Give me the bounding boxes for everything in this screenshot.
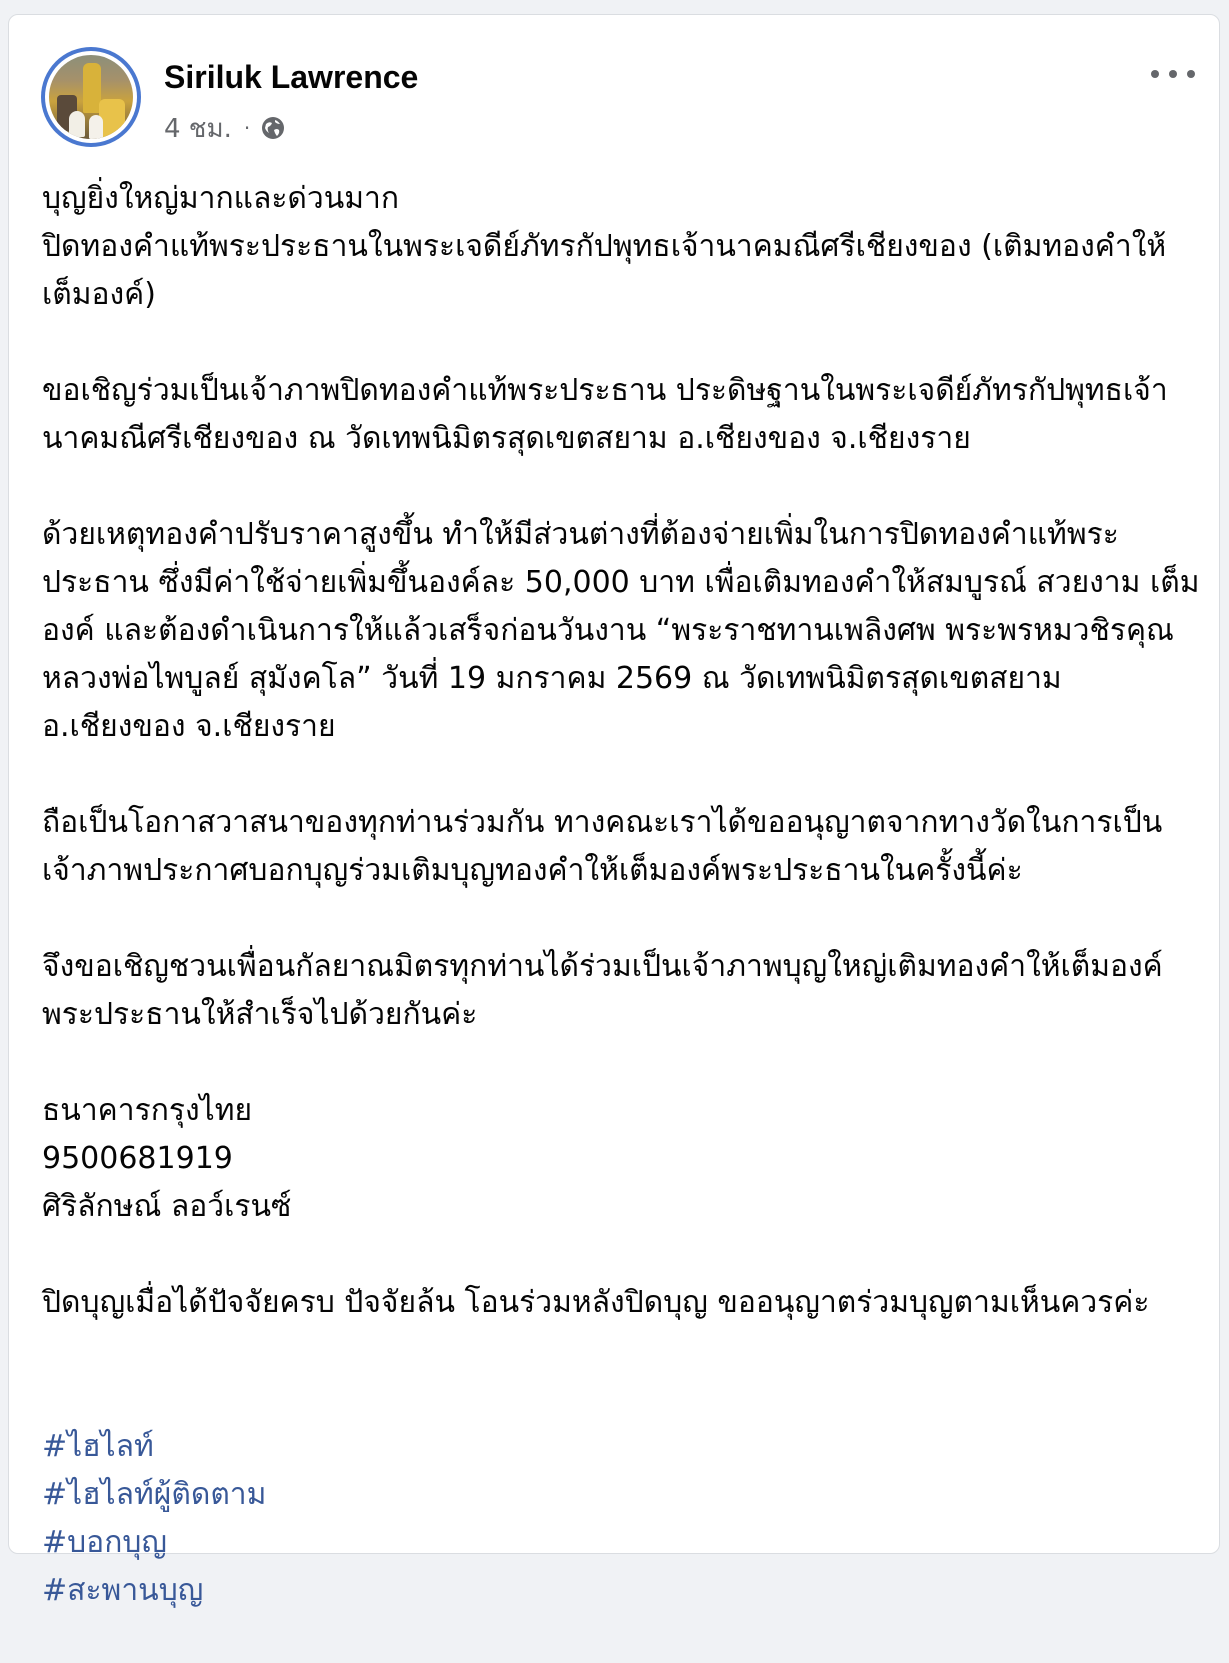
globe-icon[interactable]: [260, 115, 286, 141]
meta-separator: ·: [243, 116, 251, 140]
author-name[interactable]: Siriluk Lawrence: [164, 59, 419, 95]
avatar[interactable]: [41, 47, 141, 147]
hashtag-link[interactable]: #สะพานบุญ: [42, 1573, 204, 1608]
hashtag-link[interactable]: #ไฮไลท์ผู้ติดตาม: [42, 1477, 267, 1512]
post-timestamp[interactable]: 4 ชม.: [164, 113, 232, 144]
post-paragraph: ปิดบุญเมื่อได้ปัจจัยครบ ปัจจัยล้น โอนร่วมหลังปิดบุญ ขออนุญาตร่วมบุญตามเห็นควรค่ะ: [42, 1285, 1150, 1320]
post-card: [8, 14, 1220, 1608]
post-meta: [164, 111, 286, 145]
post-body: [42, 175, 1202, 1663]
bank-details: ธนาคารกรุงไทย 9500681919 ศิริลักษณ์ ลอว์เรนซ์: [42, 1093, 292, 1224]
hashtag-link[interactable]: #ไฮไลท์: [42, 1429, 154, 1464]
post-paragraph: บุญยิ่งใหญ่มากและด่วนมาก ปิดทองคำแท้พระประธานในพระเจดีย์ภัทรกัปพุทธเจ้านาคมณีศรีเชียงของ (เติมทองคำให้เต็มองค์): [42, 181, 1167, 312]
post-paragraph: จึงขอเชิญชวนเพื่อนกัลยาณมิตรทุกท่านได้ร่วมเป็นเจ้าภาพบุญใหญ่เติมทองคำให้เต็มองค์พระประธานให้สำเร็จไปด้วยกันค่ะ: [42, 949, 1163, 1032]
more-options-icon[interactable]: [1151, 59, 1195, 89]
post-header: [9, 15, 1219, 155]
post-paragraph: ด้วยเหตุทองคำปรับราคาสูงขึ้น ทำให้มีส่วนต่างที่ต้องจ่ายเพิ่มในการปิดทองคำแท้พระประธาน ซึ่งมีค่าใช้จ่ายเพิ่มขึ้นองค์ละ 50,000 บาท เพื่อเติมทองคำให้สมบูรณ์ สวยงาม เต็มองค์ และต้องดำเนินการให้แล้วเสร็จก่อนวันงาน “พระราชทานเพลิงศพ พระพรหมวชิรคุณหลวงพ่อไพบูลย์ สุมังคโล” วันที่ 19 มกราคม 2569 ณ วัดเทพนิมิตรสุดเขตสยาม อ.เชียงของ จ.เชียงราย: [42, 517, 1200, 744]
hashtag-list: [42, 1375, 1202, 1615]
post-paragraph: ขอเชิญร่วมเป็นเจ้าภาพปิดทองคำแท้พระประธาน ประดิษฐานในพระเจดีย์ภัทรกัปพุทธเจ้านาคมณีศรีเชียงของ ณ วัดเทพนิมิตรสุดเขตสยาม อ.เชียงของ จ.เชียงราย: [42, 373, 1168, 456]
post-paragraph: ถือเป็นโอกาสวาสนาของทุกท่านร่วมกัน ทางคณะเราได้ขออนุญาตจากทางวัดในการเป็นเจ้าภาพประกาศบอกบุญร่วมเติมบุญทองคำให้เต็มองค์พระประธานในครั้งนี้ค่ะ: [42, 805, 1163, 888]
hashtag-link[interactable]: #บอกบุญ: [42, 1525, 167, 1560]
avatar-photo: [49, 55, 133, 139]
